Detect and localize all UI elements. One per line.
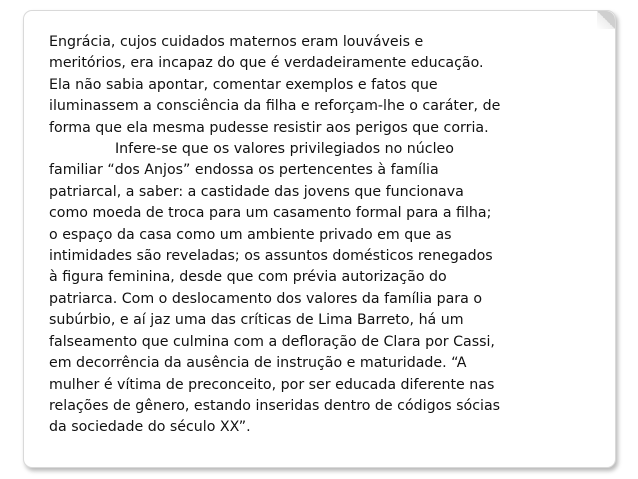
text-line: como moeda de troca para um casamento formal para a filha;	[49, 205, 492, 222]
text-line: intimidades são reveladas; os assuntos domésticos renegados	[49, 248, 493, 265]
text-line: iluminassem a consciência da filha e reforçam-lhe o caráter, de	[49, 98, 501, 115]
text-line-indented: Infere-se que os valores privilegiados no núcleo	[115, 141, 454, 158]
text-line: mulher é vítima de preconceito, por ser educada diferente nas	[49, 376, 495, 393]
text-line: Engrácia, cujos cuidados maternos eram louváveis e	[49, 34, 424, 50]
text-line: subúrbio, e aí jaz uma das críticas de Lima Barreto, há um	[49, 312, 464, 329]
text-line: à figura feminina, desde que com prévia autorização do	[49, 269, 447, 286]
text-line: falseamento que culmina com a defloração de Clara por Cassi,	[49, 333, 495, 350]
text-line: familiar “dos Anjos” endossa os pertencentes à família	[49, 162, 439, 179]
text-line: o espaço da casa como um ambiente privado em que as	[49, 226, 452, 243]
body-text	[49, 32, 569, 439]
text-line: Ela não sabia apontar, comentar exemplos e fatos que	[49, 76, 438, 93]
text-line: forma que ela mesma pudesse resistir aos perigos que corria.	[49, 119, 489, 136]
text-line: patriarca. Com o deslocamento dos valores da família para o	[49, 290, 483, 307]
text-line: patriarcal, a saber: a castidade das jovens que funcionava	[49, 183, 464, 200]
text-line: meritórios, era incapaz do que é verdadeiramente educação.	[49, 55, 484, 72]
text-line: em decorrência da ausência de instrução e maturidade. “A	[49, 355, 467, 372]
corner-fold-decoration	[597, 11, 615, 29]
text-line: relações de gênero, estando inseridas dentro de códigos sócias	[49, 397, 501, 414]
text-line: da sociedade do século XX”.	[49, 419, 251, 436]
